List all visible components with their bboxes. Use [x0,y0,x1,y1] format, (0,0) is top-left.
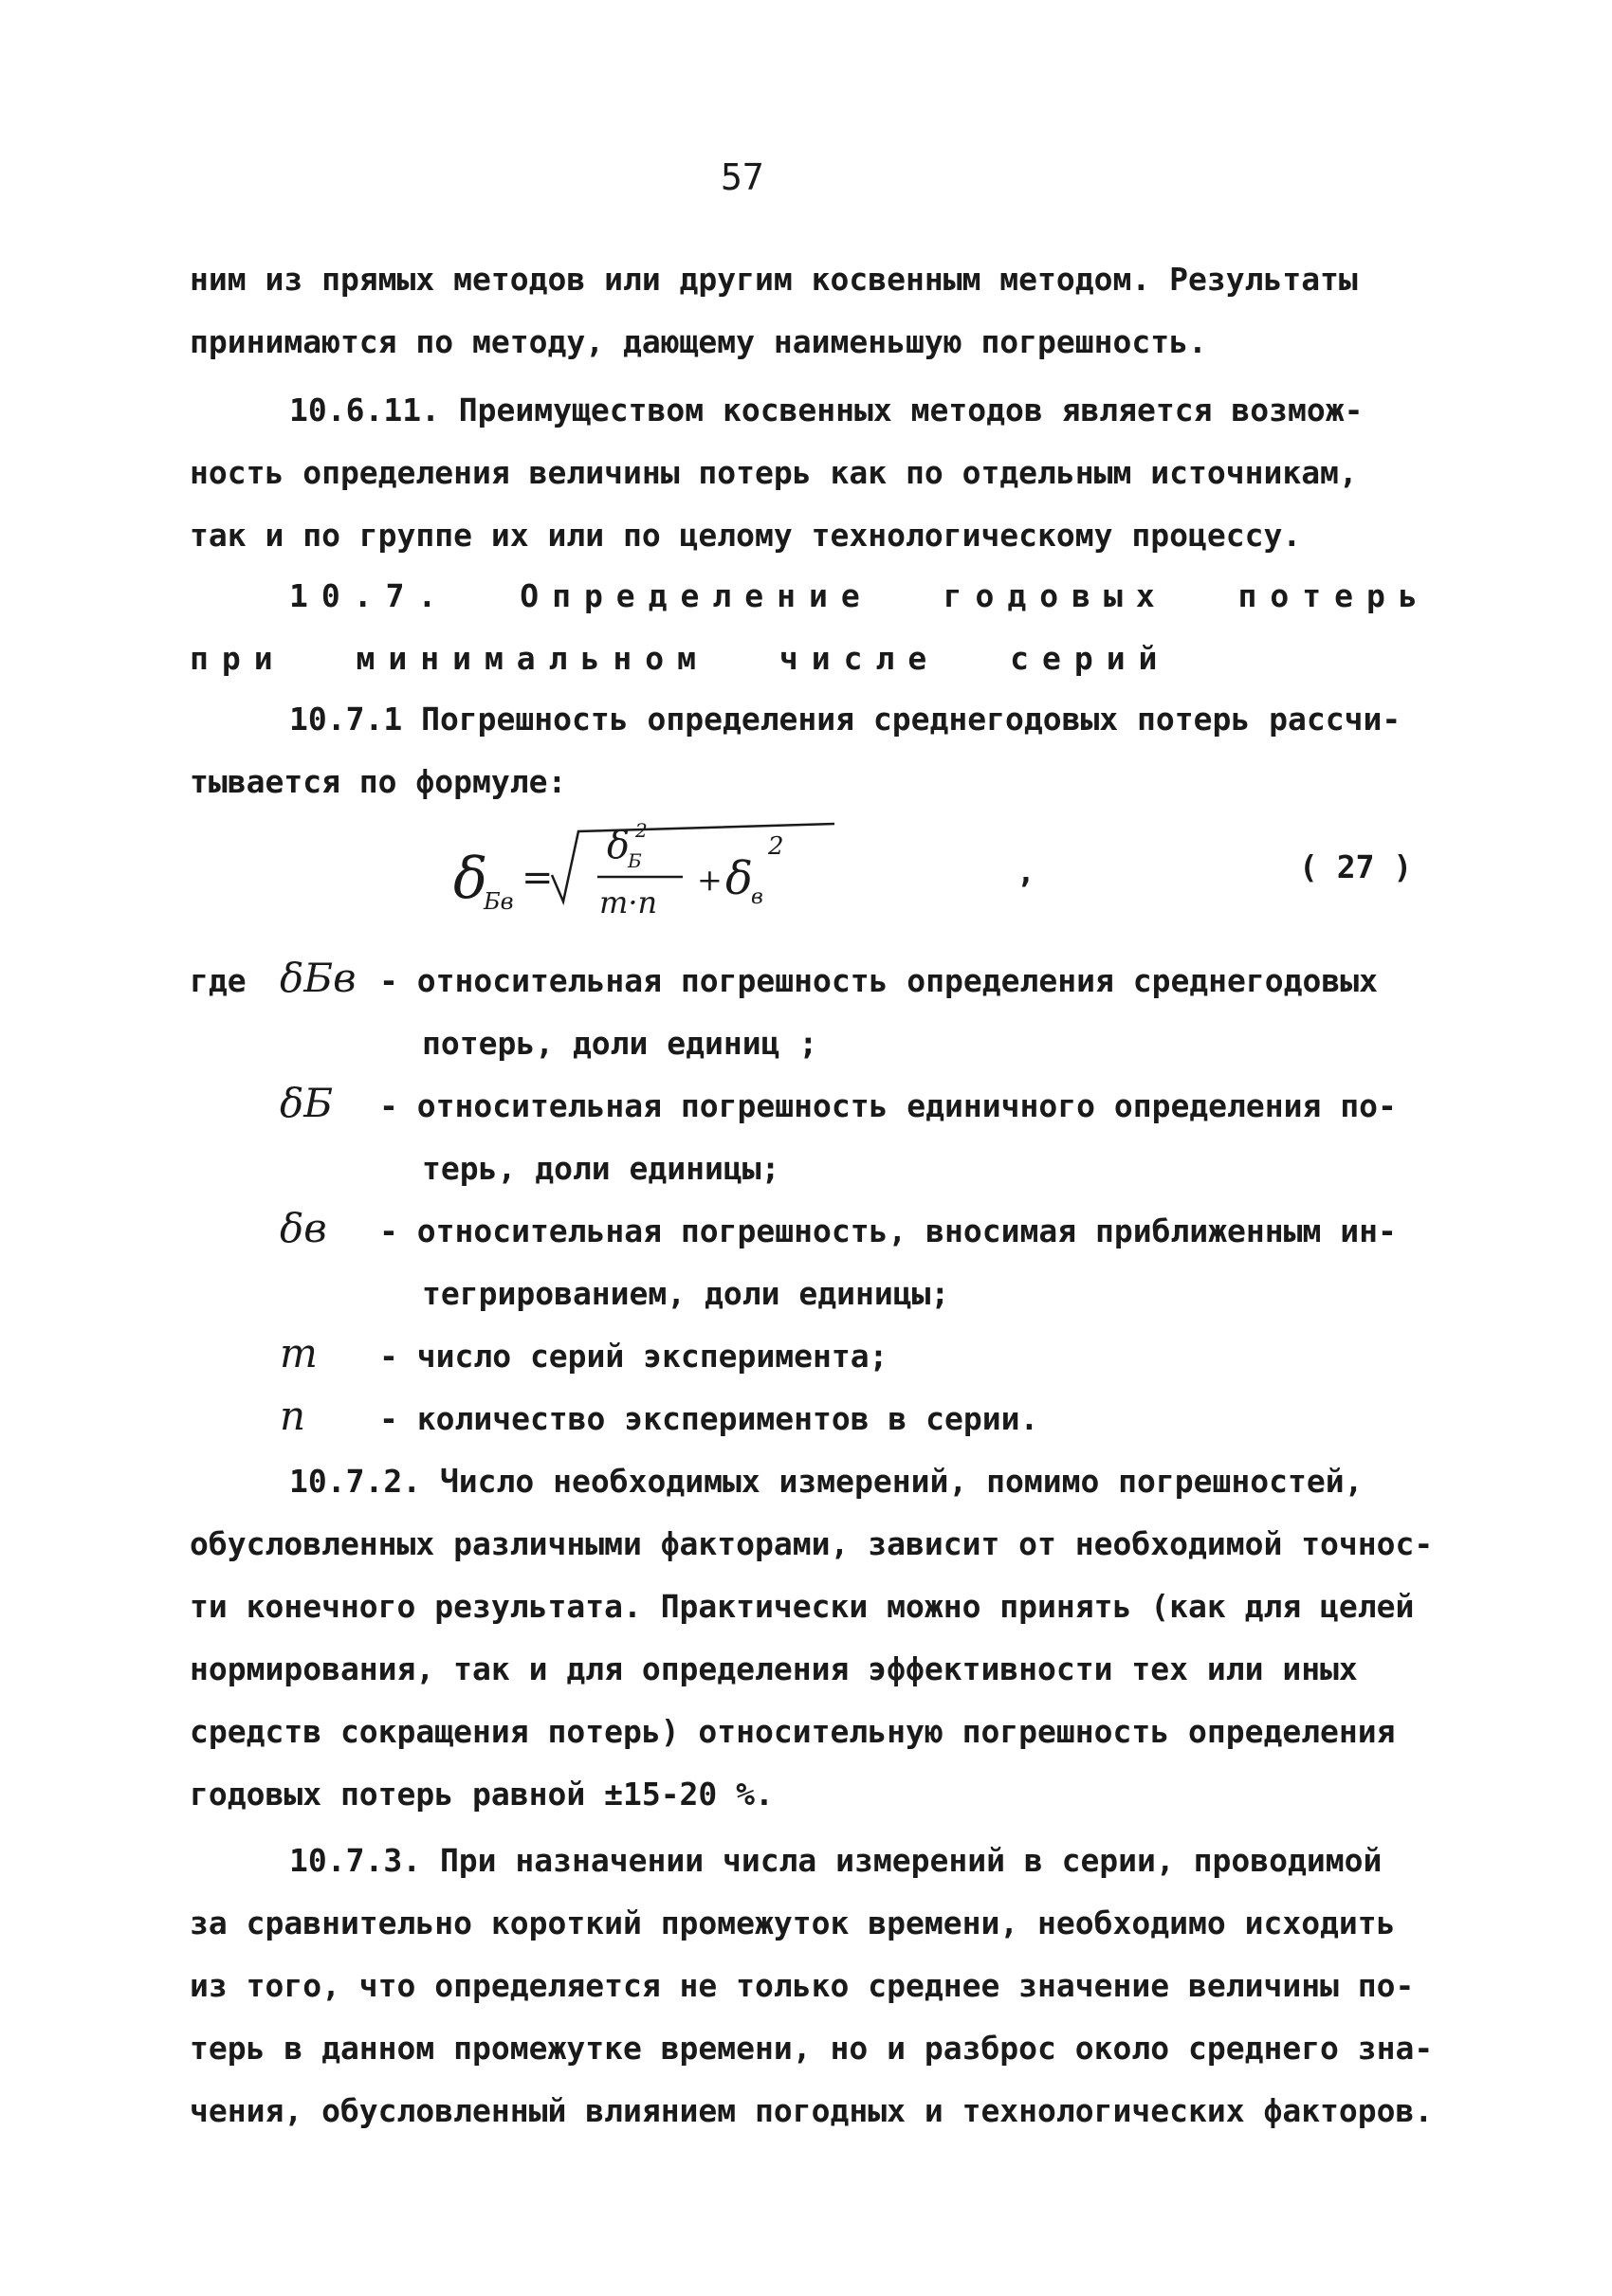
formula-27 [446,811,853,934]
text-line: за сравнительно короткий промежуток времени, необходимо исходить [190,1904,1396,1941]
text-line: принимаются по методу, дающему наименьшую погрешность. [190,323,1207,360]
symbol-m: m [280,1330,318,1376]
definition-text: потерь, доли единиц ; [422,1025,818,1062]
where-label: где [190,962,247,999]
symbol-n: n [280,1393,306,1439]
definitions-list [190,953,1451,1453]
intro-paragraph [190,248,1451,374]
svg-text:m·n: m·n [599,884,658,920]
definition-text: - относительная погрешность, вносимая приближенным ин- [379,1212,1397,1249]
definition-row [190,1203,1451,1266]
text-line: 10.7.3. При назначении числа измерений в серии, проводимой [289,1842,1383,1879]
definition-text: - относительная погрешность определения среднегодовых [379,962,1378,999]
text-line: 10.7.1 Погрешность определения среднегодовых потерь рассчи- [289,701,1401,738]
text-line: нормирования, так и для определения эффективности тех или иных [190,1650,1358,1687]
definition-continuation [190,1015,1451,1078]
text-line: так и по группе их или по целому технологическому процессу. [190,517,1302,554]
text-line: из того, что определяется не только среднее значение величины по- [190,1967,1415,2004]
paragraph-10-7-3 [190,1830,1451,2142]
text-line: 10.6.11. Преимуществом косвенных методов является возмож- [289,392,1364,428]
svg-text:Бв: Бв [484,888,514,915]
svg-text:δ: δ [725,852,753,905]
definition-row [190,953,1451,1015]
text-line: ность определения величины потерь как по отдельным источникам, [190,454,1358,491]
text-line: терь в данном промежутке времени, но и разброс около среднего зна- [190,2030,1434,2067]
definition-text: - количество экспериментов в серии. [379,1400,1039,1437]
svg-text:в: в [751,885,763,909]
heading-line: 10.7. Определение годовых потерь [289,577,1431,614]
text-line: чения, обусловленный влиянием погодных и технологических факторов. [190,2092,1434,2129]
text-line: 10.7.2. Число необходимых измерений, помимо погрешностей, [289,1463,1364,1500]
text-line: ти конечного результата. Практически можно принять (как для целей [190,1588,1415,1625]
text-line: средств сокращения потерь) относительную погрешность определения [190,1713,1396,1750]
page-number: 57 [721,156,764,198]
svg-text:δ: δ [453,846,488,912]
svg-text:δ: δ [607,824,631,867]
svg-text:=: = [522,856,554,900]
symbol-delta-v: δв [280,1205,327,1251]
svg-text:2: 2 [768,832,784,861]
svg-text:Б: Б [628,849,642,872]
paragraph-10-7-2 [190,1450,1451,1826]
heading-line: при минимальном числе серий [190,640,1171,677]
definition-row [190,1078,1451,1140]
text-line: годовых потерь равной ±15-20 %. [190,1776,774,1813]
definition-text: - число серий эксперимента; [379,1338,888,1375]
text-line: тывается по формуле: [190,763,567,800]
formula-comma: , [1017,853,1035,890]
section-heading-10-7 [190,565,1451,690]
paragraph-10-6-11 [190,379,1451,567]
text-line: ним из прямых методов или другим косвенным методом. Результаты [190,261,1358,298]
definition-row [190,1391,1451,1453]
formula-number: ( 27 ) [1299,848,1413,885]
paragraph-10-7-1 [190,688,1451,813]
definition-text: тегрированием, доли единицы; [422,1275,950,1312]
svg-text:2: 2 [635,819,648,842]
symbol-delta-bv: δБв [280,955,357,1001]
text-line: обусловленных различными факторами, зависит от необходимой точнос- [190,1525,1434,1562]
definition-text: терь, доли единицы; [422,1150,780,1187]
definition-text: - относительная погрешность единичного определения по- [379,1087,1397,1124]
symbol-delta-b: δБ [280,1080,334,1126]
definition-continuation [190,1140,1451,1203]
definition-continuation [190,1266,1451,1328]
definition-row [190,1328,1451,1391]
svg-text:+: + [697,862,723,898]
